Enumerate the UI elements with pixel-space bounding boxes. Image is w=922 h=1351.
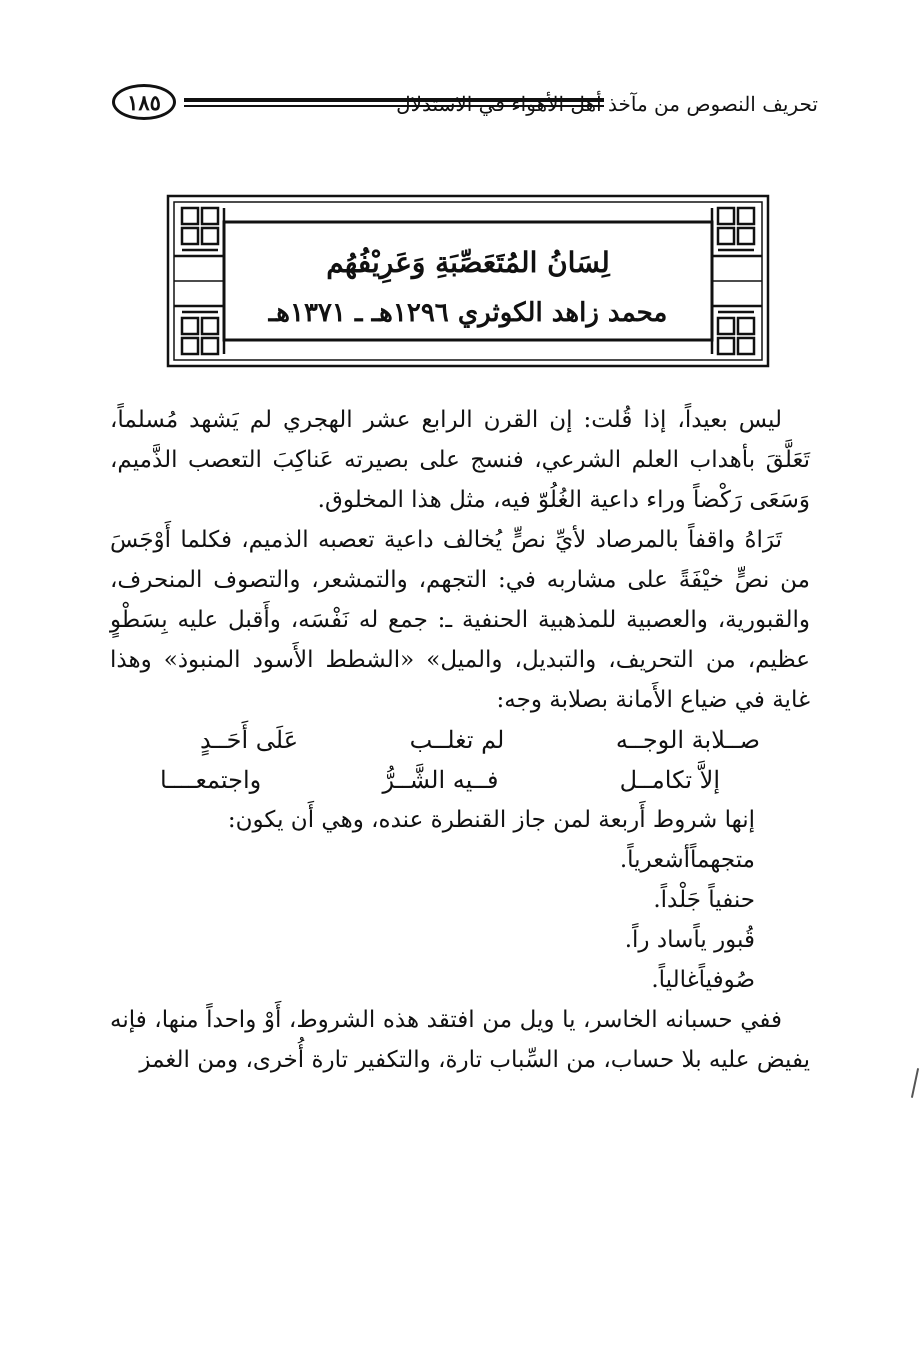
chapter-title: لِسَانُ المُتَعَصِّبَةِ وَعَرِيْفُهُم <box>326 246 610 279</box>
corner-ornament-top-left <box>174 208 224 256</box>
running-title: تحريف النصوص من مآخذ أهل الأهواء في الاستدلال <box>396 92 818 116</box>
corner-ornament-bottom-right <box>712 306 762 354</box>
paragraph-1: ليس بعيداً، إذا قُلت: إن القرن الرابع عشر الهجري لم يَشهد مُسلماً، تَعَلَّقَ بأهداب العلم الشرعي، فنسج على بصيرته عَناكِبَ التعصب الذَّميم، وَسَعَى رَكْضاً وراء داعية الغُلُوّ فيه، مثل هذا المخلوق. <box>110 407 810 513</box>
corner-ornament-bottom-left <box>174 306 224 354</box>
condition-2: حنفياً جَلْداً. <box>653 887 755 913</box>
paragraph-2: تَرَاهُ واقفاً بالمرصاد لأيِّ نصٍّ يُخالف داعية تعصبه الذميم، فكلما أَوْجَسَ من نصٍّ خيْفَةً على مشاربه في: التجهم، والتمشعر، والتصوف المنحرف، والقبورية، والعصبية للمذهبية الحنفية ـ: جمع له نَفْسَه، وأَقبل عليه بِسَطْوٍ عظيم، من التحريف، والتبديل، والميل» «الشطط الأَسود المنبوذ» وهذا غاية في ضياع الأَمانة بصلابة وجه: <box>110 527 810 713</box>
scan-edge-mark <box>911 1068 919 1098</box>
verse-2-part-1: إلاَّ تكامــل <box>619 766 720 794</box>
verse-2-part-3: واجتمعــــا <box>160 766 262 794</box>
verse-1-part-3: عَلَى أَحَــدٍ <box>200 726 299 754</box>
page-header <box>112 78 818 134</box>
title-box <box>166 194 770 368</box>
paragraph-4: ففي حسبانه الخاسر، يا ويل من افتقد هذه الشروط، أَوْ واحداً منها، فإنه يفيض عليه بلا حساب، من السِّباب تارة، والتكفير تارة أُخرى، ومن الغمز <box>110 1007 810 1073</box>
condition-1: متجهماًأشعرياً. <box>619 847 755 873</box>
ornamental-frame <box>166 194 770 368</box>
body-text <box>110 400 810 1080</box>
chapter-subtitle: محمد زاهد الكوثري ١٢٩٦هـ ـ ١٣٧١هـ <box>268 298 668 328</box>
condition-3: قُبور ياًساد راً. <box>624 927 755 953</box>
verse-2-part-2: فــيه الشَّــرُّ <box>382 766 499 794</box>
page-number: ١٨٥ <box>112 84 176 120</box>
verse-1-part-2: لم تغلــب <box>409 726 505 754</box>
verse-line-2 <box>160 760 720 800</box>
corner-ornament-top-right <box>712 208 762 256</box>
verse-1-part-1: صــلابة الوجــه <box>615 726 760 754</box>
paragraph-3: إنها شروط أَربعة لمن جاز القنطرة عنده، وهي أَن يكون: <box>227 807 755 833</box>
verse-line-1 <box>200 720 760 760</box>
condition-4: صُوفياًغالياً. <box>651 967 755 993</box>
